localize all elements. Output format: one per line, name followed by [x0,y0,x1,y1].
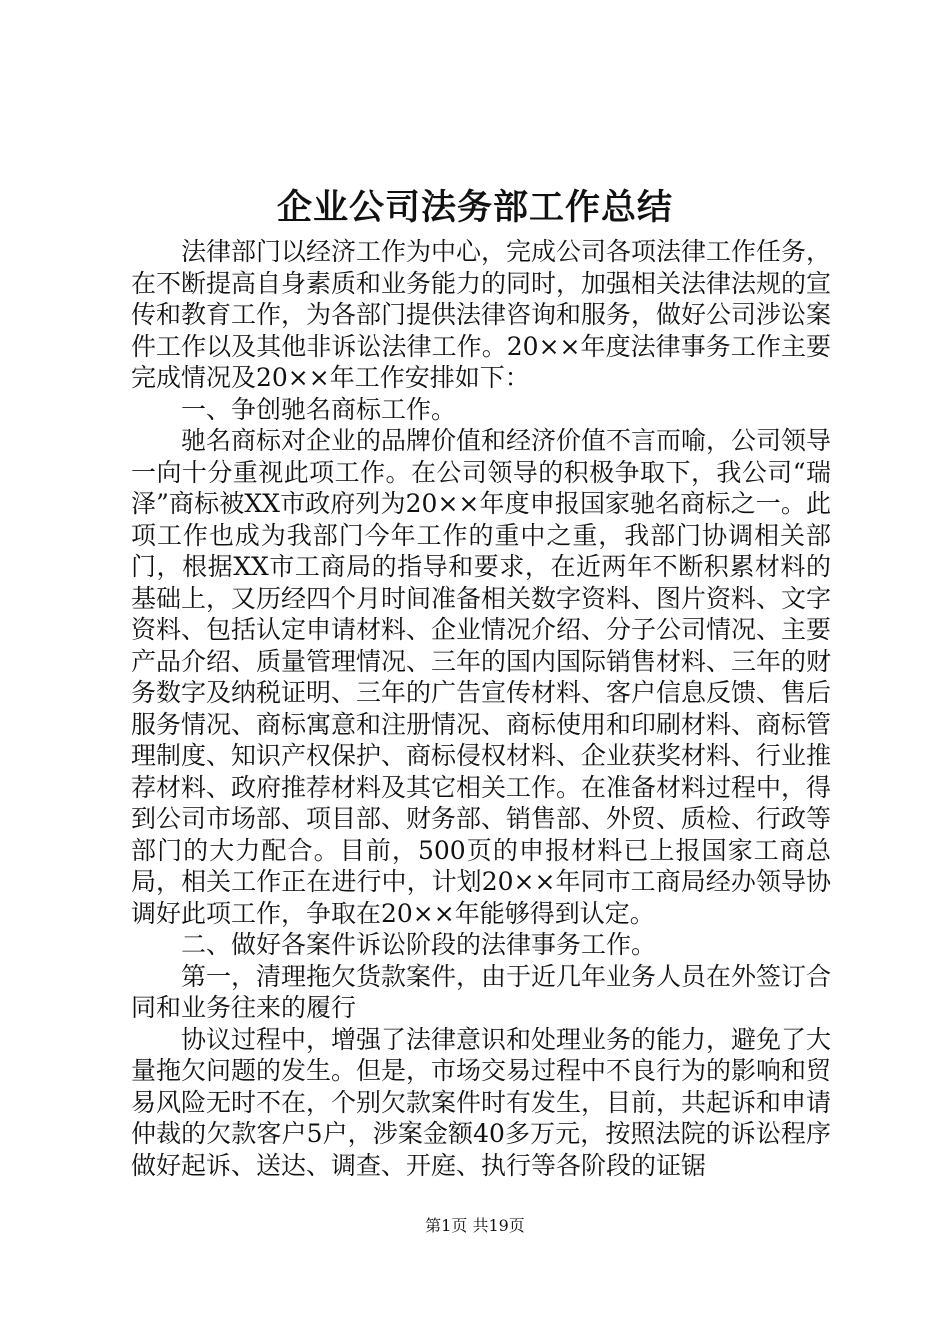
section-heading-trademark: 一、争创驰名商标工作。 [181,394,457,424]
intro-paragraph: 法律部门以经济工作为中心，完成公司各项法律工作任务，在不断提高自身素质和业务能力的同时，加强相关法律法规的宣传和教育工作，为各部门提供法律咨询和服务，做好公司涉讼案件工作以及其他非诉讼法律工作。20××年度法律事务工作主要完成情况及20××年工作安排如下： [131,237,832,392]
document-title: 企业公司法务部工作总结 [276,187,673,228]
litigation-paragraph-continued: 协议过程中，增强了法律意识和处理业务的能力，避免了大量拖欠问题的发生。但是，市场交易过程中不良行为的影响和贸易风险无时不在，个别欠款案件时有发生，目前，共起诉和申请仲裁的欠款客户5户，涉案金额40多万元，按照法院的诉讼程序做好起诉、送达、调查、开庭、执行等各阶段的证锯 [131,1024,832,1180]
litigation-paragraph-first: 第一，清理拖欠货款案件，由于近几年业务人员在外签订合同和业务往来的履行 [131,961,832,1022]
page-number-footer: 第1页 共19页 [425,1216,525,1235]
trademark-paragraph: 驰名商标对企业的品牌价值和经济价值不言而喻，公司领导一向十分重视此项工作。在公司领导的积极争取下，我公司“瑞泽”商标被XX市政府列为20××年度申报国家驰名商标之一。此项工作也成为我部门今年工作的重中之重，我部门协调相关部门，根据XX市工商局的指导和要求，在近两年不断积累材料的基础上，又历经四个月时间准备相关数字资料、图片资料、文字资料、包括认定申请材料、企业情况介绍、分子公司情况、主要产品介绍、质量管理情况、三年的国内国际销售材料、三年的财务数字及纳税证明、三年的广告宣传材料、客户信息反馈、售后服务情况、商标寓意和注册情况、商标使用和印刷材料、商标管理制度、知识产权保护、商标侵权材料、企业获奖材料、行业推荐材料、政府推荐材料及其它相关工作。在准备材料过程中，得到公司市场部、项目部、财务部、销售部、外贸、质检、行政等部门的大力配合。目前，500页的申报材料已上报国家工商总局，相关工作正在进行中，计划20××年同市工商局经办领导协调好此项工作，争取在20××年能够得到认定。 [131,426,832,928]
document-body [131,236,831,1181]
section-heading-litigation: 二、做好各案件诉讼阶段的法律事务工作。 [181,930,657,959]
